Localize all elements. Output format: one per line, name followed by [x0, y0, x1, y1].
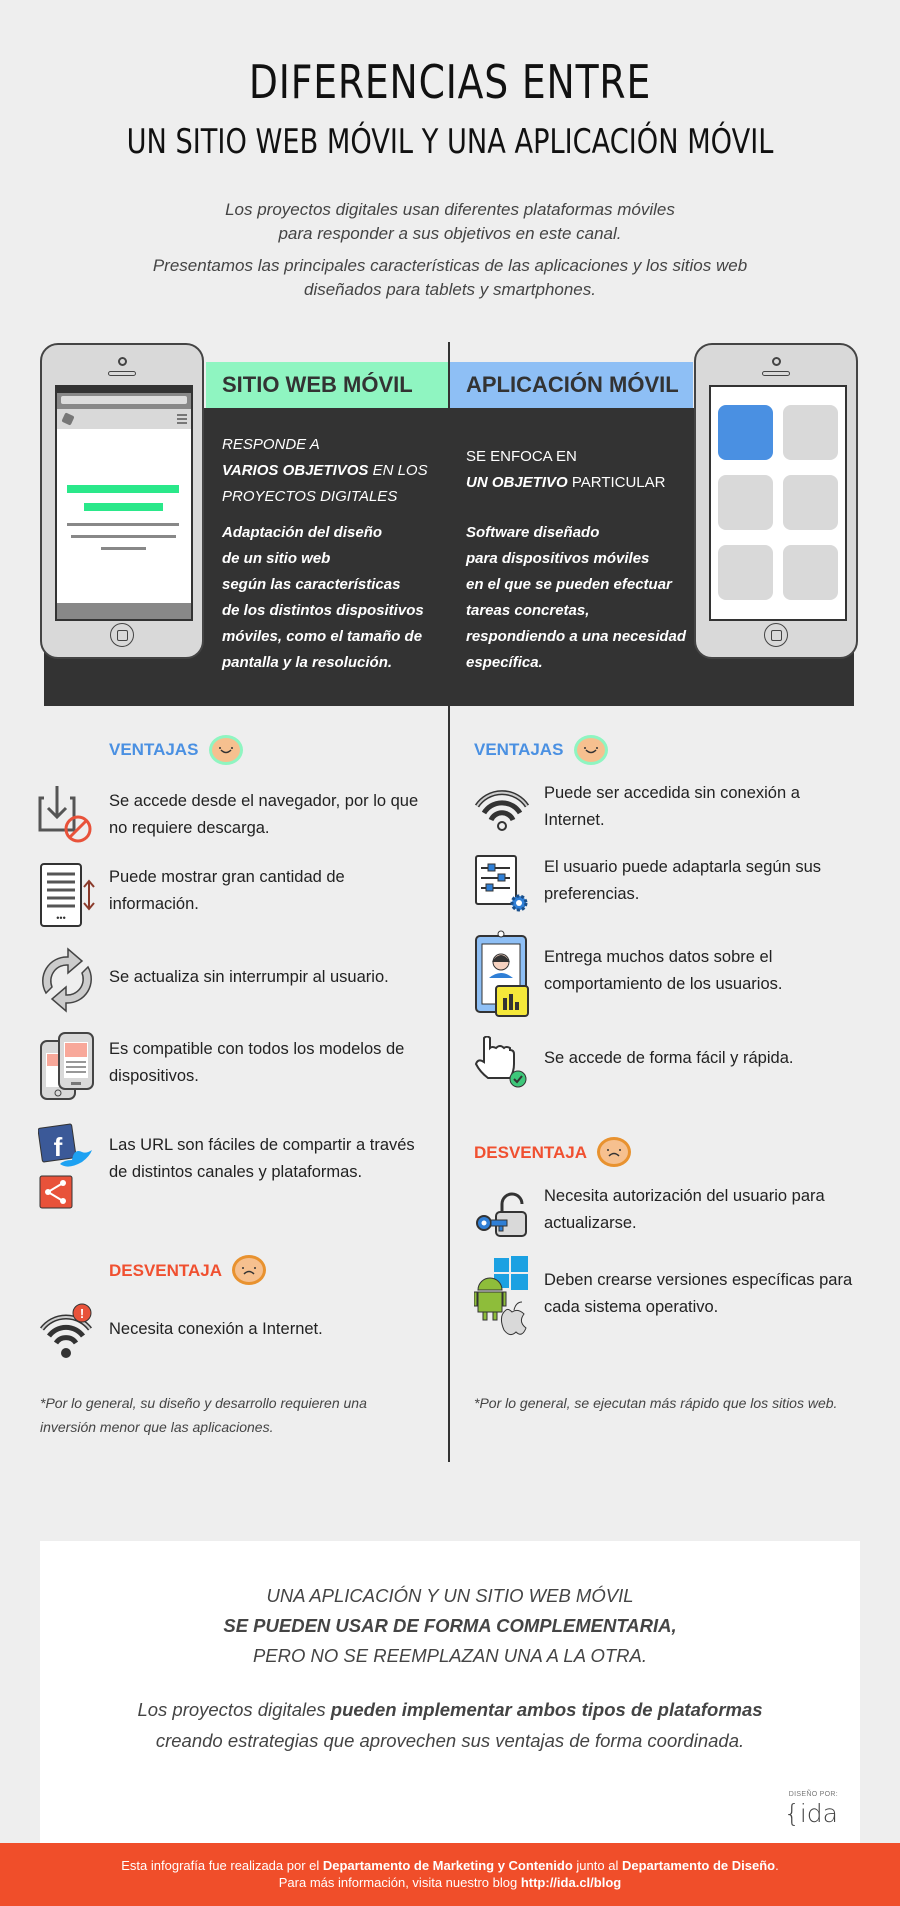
web-pro-item — [109, 788, 418, 842]
item-line: Necesita conexión a Internet. — [109, 1320, 323, 1338]
objective-line: SE ENFOCA EN — [466, 448, 577, 465]
web-footnote — [40, 1391, 367, 1439]
conclusion-bold: pueden implementar ambos tipos de plataformas — [330, 1699, 763, 1720]
key-lock-icon — [474, 1190, 530, 1243]
multi-device-icon — [39, 1031, 95, 1106]
app-con-item — [544, 1267, 852, 1321]
intro-line: para responder a sus objetivos en este canal. — [278, 224, 622, 243]
intro-paragraph-2 — [0, 254, 900, 302]
app-pro-item — [544, 1045, 793, 1072]
page-title: DIFERENCIAS ENTRE — [248, 55, 652, 109]
speaker-icon — [762, 371, 790, 376]
app-tile-icon — [783, 475, 838, 530]
item-line: El usuario puede adaptarla según sus — [544, 858, 822, 876]
objective-bold: UN OBJETIVO — [466, 474, 568, 491]
wifi-icon — [474, 788, 530, 837]
note-line: inversión menor que las aplicaciones. — [40, 1419, 274, 1435]
page-subtitle: UN SITIO WEB MÓVIL Y UNA APLICACIÓN MÓVIL — [126, 122, 774, 162]
blog-link[interactable]: http://ida.cl/blog — [520, 1875, 622, 1890]
desc-line: específica. — [466, 654, 543, 671]
wifi-alert-icon — [38, 1303, 98, 1364]
footer — [0, 1843, 900, 1906]
sad-face-icon — [232, 1255, 266, 1285]
social-share-icon — [38, 1120, 96, 1215]
intro-line: diseñados para tablets y smartphones. — [303, 280, 596, 299]
conclusion-line: creando estrategias que aprovechen sus ventajas de forma coordinada. — [155, 1730, 745, 1751]
objective-line — [222, 458, 442, 484]
item-line: Internet. — [544, 811, 605, 829]
app-footnote — [474, 1391, 837, 1415]
footer-blog — [0, 1874, 900, 1891]
conclusion-text: Los proyectos digitales — [137, 1699, 331, 1720]
item-line: Se accede desde el navegador, por lo que — [109, 792, 419, 810]
item-line: Puede ser accedida sin conexión a — [544, 784, 800, 802]
footer-text: Para más información, visita nuestro blog — [278, 1875, 521, 1890]
app-pro-item — [544, 780, 800, 834]
home-button-icon — [110, 623, 134, 647]
svg-text:f: f — [53, 1132, 63, 1162]
svg-text:!: ! — [79, 1306, 85, 1321]
objective-rest: PARTICULAR — [567, 474, 666, 491]
item-line: Es compatible con todos los modelos de — [109, 1040, 405, 1058]
footer-text: junto al — [572, 1858, 622, 1873]
sad-face-icon — [597, 1137, 631, 1167]
app-objective — [466, 444, 696, 496]
web-con-item — [109, 1316, 323, 1343]
conclusion-box — [40, 1541, 860, 1843]
desc-line: Adaptación del diseño — [222, 524, 383, 541]
app-description — [466, 520, 696, 676]
refresh-icon — [38, 945, 96, 1020]
note-line: *Por lo general, se ejecutan más rápido que los sitios web. — [474, 1395, 838, 1411]
web-objective — [222, 432, 442, 510]
home-button-icon — [764, 623, 788, 647]
hamburger-menu-icon — [177, 414, 187, 416]
web-description — [222, 520, 442, 676]
logo-icon — [61, 412, 74, 425]
conclusion-line: UNA APLICACIÓN Y UN SITIO WEB MÓVIL — [266, 1585, 634, 1606]
footer-text: . — [775, 1858, 779, 1873]
phone-screen — [55, 385, 193, 621]
item-line: Necesita autorización del usuario para — [544, 1187, 825, 1205]
footer-credit — [0, 1857, 900, 1874]
desc-line: tareas concretas, — [466, 602, 590, 619]
app-pro-item — [544, 854, 821, 908]
item-line: preferencias. — [544, 885, 640, 903]
objective-line — [466, 470, 696, 496]
happy-face-icon — [209, 735, 243, 765]
web-title: SITIO WEB MÓVIL — [222, 372, 413, 397]
no-download-icon — [38, 784, 96, 849]
mobile-app-phone-illustration — [694, 343, 858, 659]
desc-line: móviles, como el tamaño de — [222, 628, 423, 645]
item-line: Las URL son fáciles de compartir a través — [109, 1136, 415, 1154]
desc-line: según las características — [222, 576, 401, 593]
desc-line: respondiendo a una necesidad — [466, 628, 687, 645]
camera-icon — [118, 357, 127, 366]
web-header — [206, 362, 448, 408]
scroll-document-icon — [39, 862, 97, 933]
app-tile-icon — [718, 475, 773, 530]
intro-line: Presentamos las principales características de las aplicaciones y los sitios web — [152, 256, 748, 275]
conclusion-line — [40, 1699, 860, 1721]
item-line: dispositivos. — [109, 1067, 199, 1085]
ida-logo: {ida — [783, 1799, 838, 1828]
app-cons-heading: DESVENTAJA — [474, 1143, 588, 1162]
svg-text:•••: ••• — [56, 913, 66, 923]
phone-screen — [709, 385, 847, 621]
app-header — [450, 362, 693, 408]
column-divider — [448, 342, 450, 1462]
web-cons-heading: DESVENTAJA — [109, 1261, 223, 1280]
item-line: Deben crearse versiones específicas para — [544, 1271, 853, 1289]
camera-icon — [772, 357, 781, 366]
speaker-icon — [108, 371, 136, 376]
item-line: comportamiento de los usuarios. — [544, 975, 783, 993]
desc-line: de un sitio web — [222, 550, 331, 567]
web-pro-item — [109, 964, 389, 991]
web-pro-item — [109, 1036, 404, 1090]
desc-line: para dispositivos móviles — [466, 550, 650, 567]
app-tile-icon — [783, 545, 838, 600]
os-logos-icon — [474, 1256, 530, 1341]
note-line: *Por lo general, su diseño y desarrollo requieren una — [40, 1395, 367, 1411]
item-line: de distintos canales y plataformas. — [109, 1163, 363, 1181]
app-tile-icon — [718, 545, 773, 600]
desc-line: en el que se pueden efectuar — [466, 576, 672, 593]
desc-line: Software diseñado — [466, 524, 600, 541]
app-tile-icon — [783, 405, 838, 460]
app-title: APLICACIÓN MÓVIL — [466, 372, 679, 397]
app-pros-heading: VENTAJAS — [474, 740, 564, 759]
intro-paragraph-1 — [0, 198, 900, 246]
conclusion-highlight: SE PUEDEN USAR DE FORMA COMPLEMENTARIA, — [223, 1615, 677, 1636]
intro-line: Los proyectos digitales usan diferentes plataformas móviles — [225, 200, 675, 219]
item-line: no requiere descarga. — [109, 819, 270, 837]
footer-dept-marketing: Departamento de Marketing y Contenido — [322, 1858, 573, 1873]
footer-text: Esta infografía fue realizada por el — [121, 1858, 323, 1873]
objective-bold: VARIOS OBJETIVOS — [222, 462, 369, 479]
objective-line: PROYECTOS DIGITALES — [222, 488, 398, 505]
item-line: Entrega muchos datos sobre el — [544, 948, 773, 966]
desc-line: de los distintos dispositivos — [222, 602, 424, 619]
web-pro-item — [109, 864, 345, 918]
web-pro-item — [109, 1132, 415, 1186]
item-line: actualizarse. — [544, 1214, 637, 1232]
web-pros-heading: VENTAJAS — [109, 740, 199, 759]
item-line: Se actualiza sin interrumpir al usuario. — [109, 968, 389, 986]
app-tile-icon — [718, 405, 773, 460]
objective-rest: EN LOS — [368, 462, 428, 479]
item-line: cada sistema operativo. — [544, 1298, 719, 1316]
mobile-web-phone-illustration — [40, 343, 204, 659]
item-line: Se accede de forma fácil y rápida. — [544, 1049, 794, 1067]
tap-hand-icon — [474, 1036, 530, 1093]
item-line: información. — [109, 895, 199, 913]
happy-face-icon — [574, 735, 608, 765]
objective-line: RESPONDE A — [222, 436, 320, 453]
credit-label: DISEÑO POR: — [788, 1791, 838, 1798]
app-con-item — [544, 1183, 825, 1237]
user-analytics-icon — [474, 930, 530, 1025]
settings-sliders-icon — [474, 854, 530, 919]
app-pro-item — [544, 944, 782, 998]
footer-dept-design: Departamento de Diseño — [621, 1858, 776, 1873]
conclusion-line: PERO NO SE REEMPLAZAN UNA A LA OTRA. — [252, 1645, 648, 1666]
item-line: Puede mostrar gran cantidad de — [109, 868, 345, 886]
desc-line: pantalla y la resolución. — [222, 654, 393, 671]
